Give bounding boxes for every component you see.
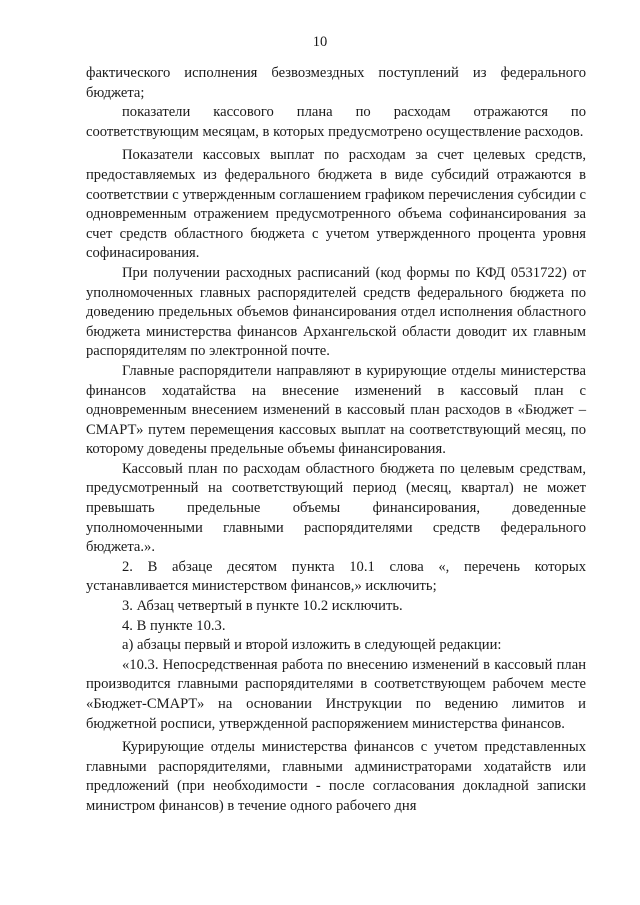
paragraph-8: 3. Абзац четвертый в пункте 10.2 исключить. [122,598,403,615]
paragraph-12: Курирующие отделы министерства финансов с учетом представленных главными распорядителями, главными администраторами ходатайств или предложений (при необходимости - после согласования докладной записки министром финансов) в течение одного рабочего дня [86,739,586,814]
paragraph-10: а) абзацы первый и второй изложить в следующей редакции: [122,637,502,654]
paragraph-5: Главные распорядители направляют в курирующие отделы министерства финансов ходатайства на внесение изменений в кассовый план с одновременным внесением изменений в кассовый план расходов в «Бюджет – СМАРТ» путем перемещения кассовых выплат на соответствующий месяц, по которому доведены предельные объемы финансирования. [86,362,586,458]
document-body [86,64,586,817]
page-number: 10 [312,34,328,50]
paragraph-11: «10.3. Непосредственная работа по внесению изменений в кассовый план производится главными распорядителями в соответствующем рабочем месте «Бюджет-СМАРТ» на основании Инструкции по ведению лимитов и бюджетной росписи, утвержденной распоряжением министерства финансов. [86,656,586,732]
paragraph-2: показатели кассового плана по расходам отражаются по соответствующим месяцам, в которых предусмотрено осуществление расходов. [86,104,586,140]
paragraph-4: При получении расходных расписаний (код формы по КФД 0531722) от уполномоченных главных распорядителей средств федерального бюджета по доведению предельных объемов финансирования отдел исполнения областного бюджета министерства финансов Архангельской области доводит их главным распорядителям по электронной почте. [86,264,586,360]
paragraph-1: фактического исполнения безвозмездных поступлений из федерального бюджета; [86,65,586,101]
paragraph-7: 2. В абзаце десятом пункта 10.1 слова «, перечень которых устанавливается министерством финансов,» исключить; [86,558,586,595]
paragraph-6: Кассовый план по расходам областного бюджета по целевым средствам, предусмотренный на соответствующий период (месяц, квартал) не может превышать предельные объемы финансирования, доведенные уполномоченными главными распорядителями средств федерального бюджета.». [86,460,586,556]
paragraph-9: 4. В пункте 10.3. [122,617,226,634]
paragraph-3: Показатели кассовых выплат по расходам за счет целевых средств, предоставляемых из федерального бюджета в виде субсидий отражаются в соответствии с утвержденным соглашением графиком перечисления субсидии с одновременным отражением предусмотренного объема софинансирования за счет средств областного бюджета с учетом утвержденного процента уровня софинасирования. [86,147,586,262]
